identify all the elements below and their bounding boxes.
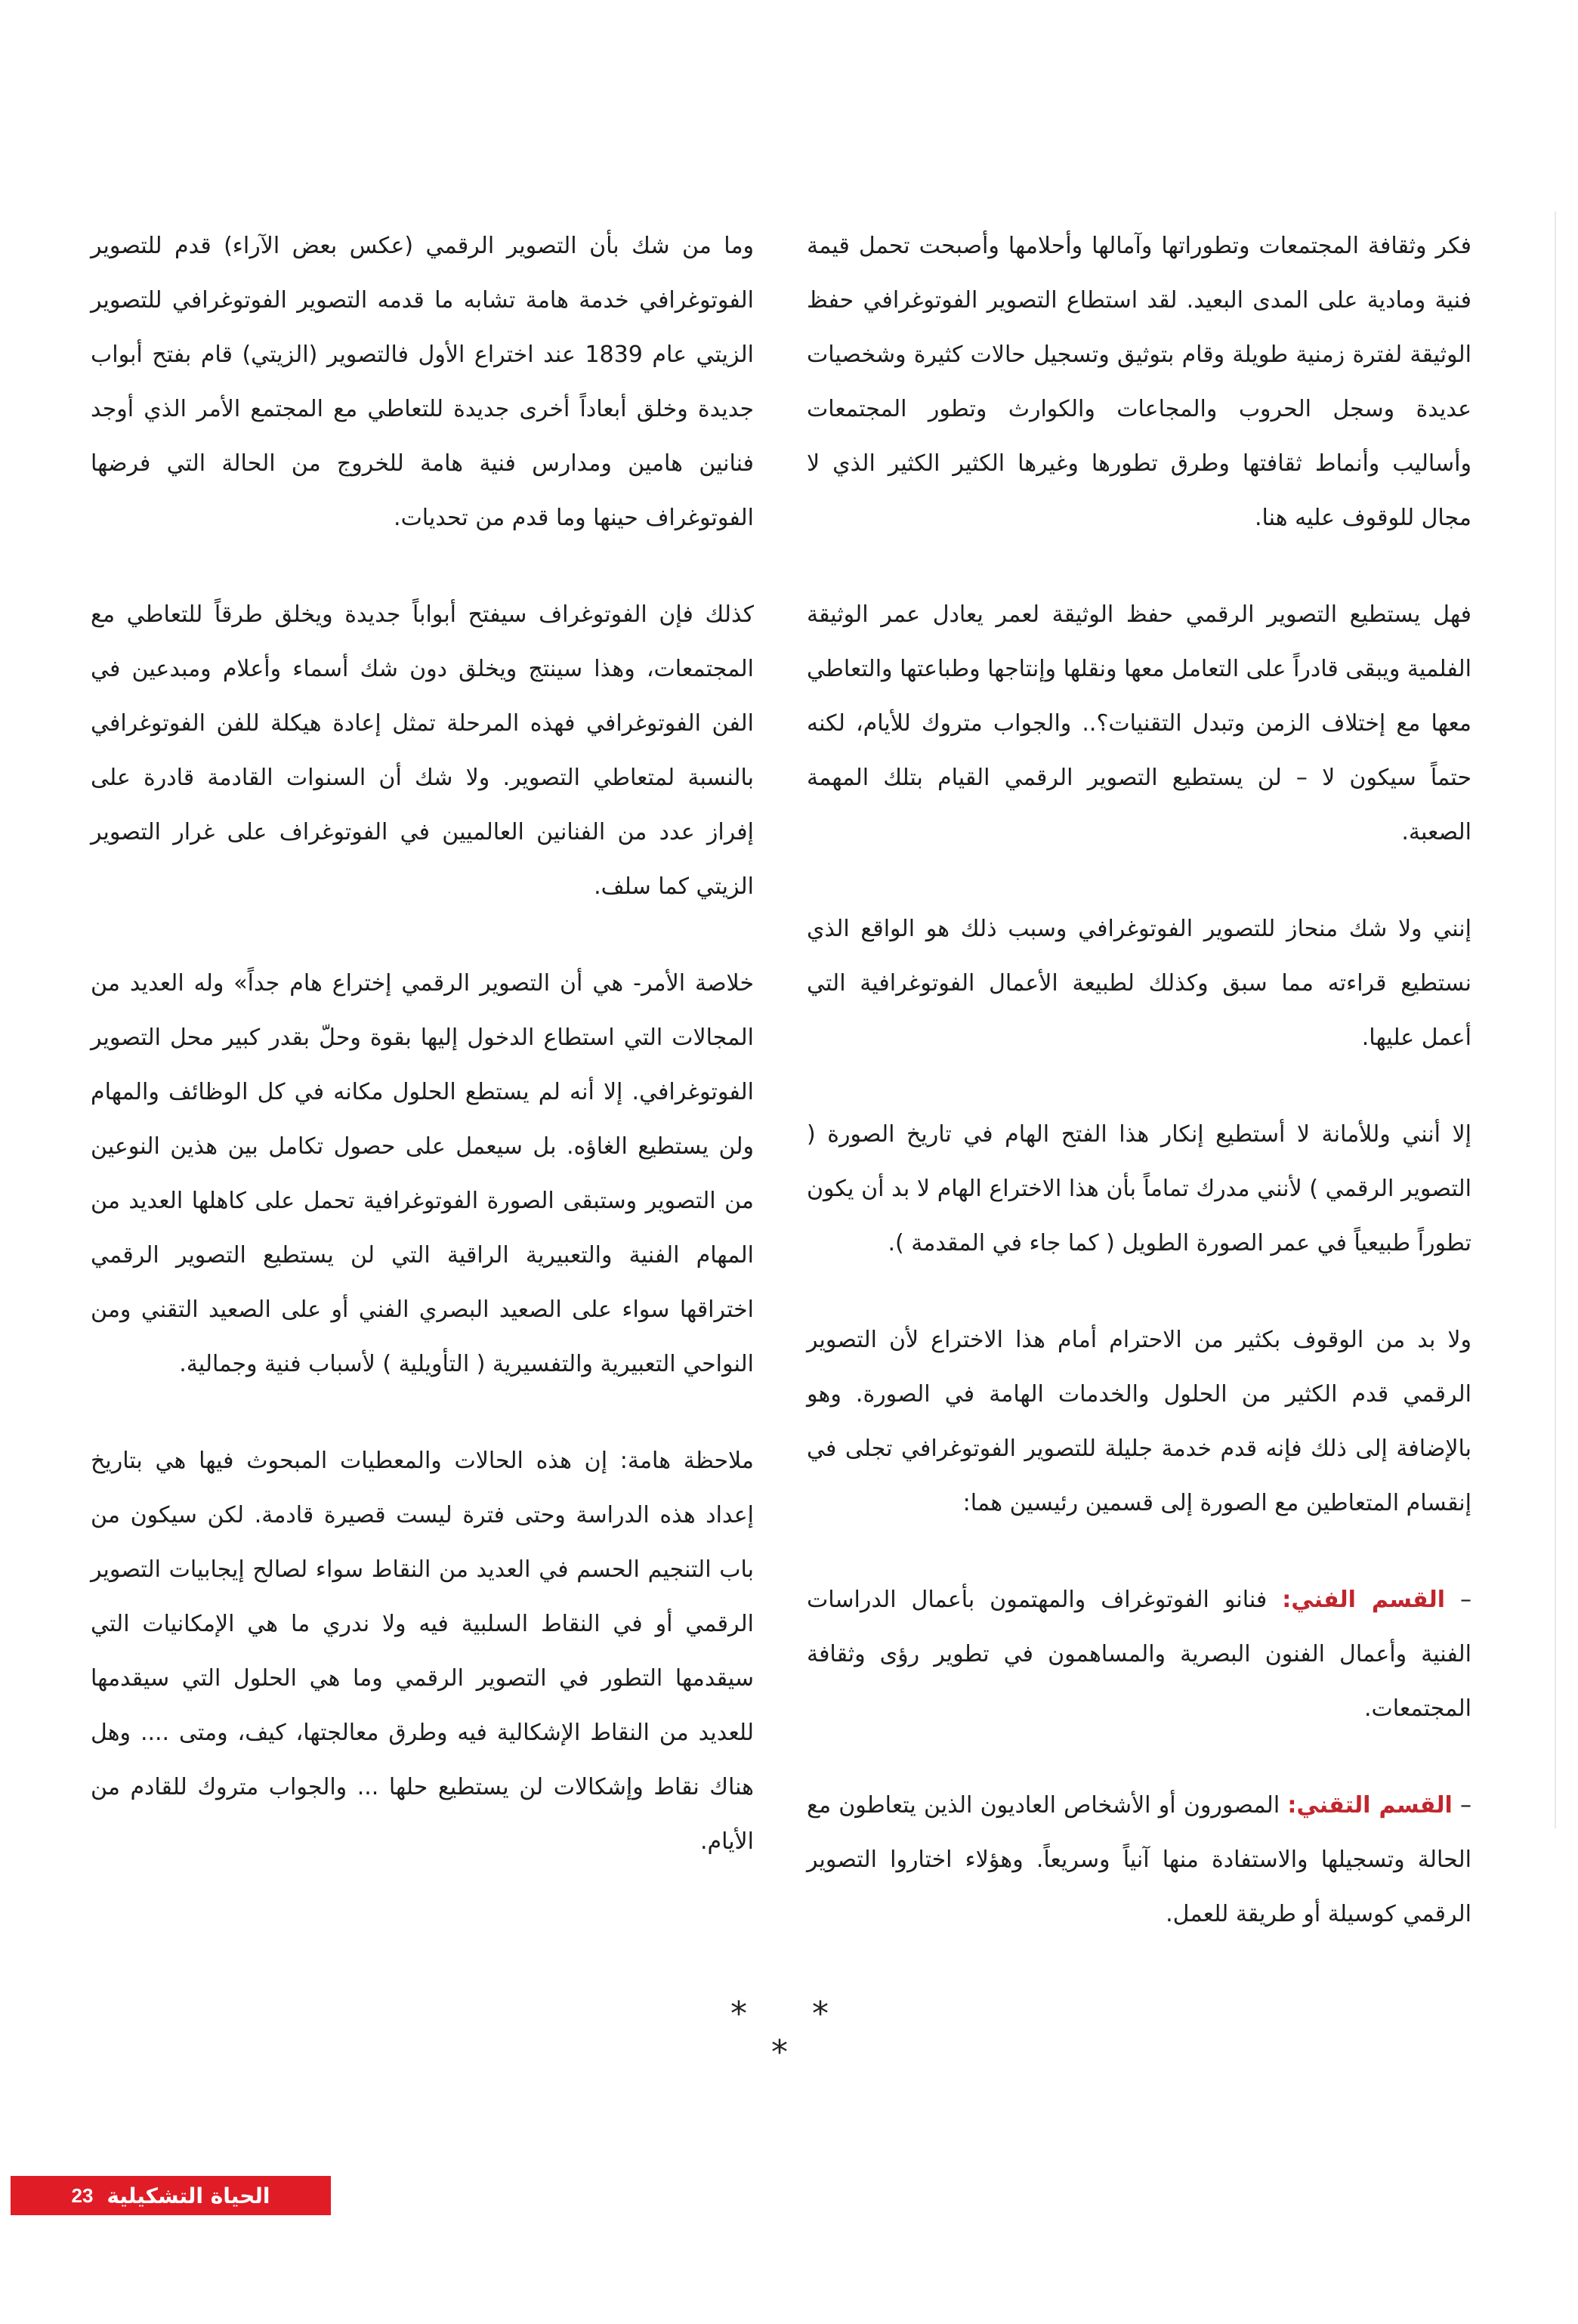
right-column [807, 219, 1471, 1984]
paragraph: إنني ولا شك منحاز للتصوير الفوتوغرافي وسبب ذلك هو الواقع الذي نستطيع قراءته مما سبق وكذلك لطبيعة الأعمال الفوتوغرافية التي أعمل عليها. [807, 916, 1471, 1051]
paragraph: فهل يستطيع التصوير الرقمي حفظ الوثيقة لعمر يعادل عمر الوثيقة الفلمية ويبقى قادراً على التعامل معها ونقلها وإنتاجها وطباعتها والتعاطي معها مع إختلاف الزمن وتبدل التقنيات؟.. والجواب متروك للأيام، لكنه حتماً سيكون لا – لن يستطيع التصوير الرقمي القيام بتلك المهمة الصعبة. [807, 601, 1471, 845]
paragraph: فكر وثقافة المجتمعات وتطوراتها وآمالها وأحلامها وأصبحت تحمل قيمة فنية ومادية على المدى البعيد. لقد استطاع التصوير الفوتوغرافي حفظ الوثيقة لفترة زمنية طويلة وقام بتوثيق وتسجيل حالات كثيرة وشخصيات عديدة وسجل الحروب والمجاعات والكوارث وتطور المجتمعات وأساليب وأنماط ثقافتها وطرق تطورها وغيرها الكثير الكثير الذي لا مجال للوقوف عليه هنا. [807, 233, 1471, 531]
paragraph: إلا أنني وللأمانة لا أستطيع إنكار هذا الفتح الهام في تاريخ الصورة ( التصوير الرقمي ) لأنني مدرك تماماً بأن هذا الاختراع الهام لا بد أن يكون تطوراً طبيعياً في عمر الصورة الطويل ( كما جاء في المقدمة ). [807, 1121, 1471, 1256]
section-art-text: فنانو الفوتوغراف والمهتمون بأعمال الدراسات الفنية وأعمال الفنون البصرية والمساهمون في تطوير رؤى وثقافة المجتمعات. [807, 1587, 1471, 1722]
paragraph: ولا بد من الوقوف بكثير من الاحترام أمام هذا الاختراع لأن التصوير الرقمي قدم الكثير من الحلول والخدمات الهامة في الصورة. وهو بالإضافة إلى ذلك فإنه قدم خدمة جليلة للتصوير الفوتوغرافي تجلى في إنقسام المتعاطين مع الصورة إلى قسمين رئيسين هما: [807, 1327, 1471, 1516]
paragraph: كذلك فإن الفوتوغراف سيفتح أبواباً جديدة ويخلق طرقاً للتعاطي مع المجتمعات، وهذا سينتج ويخلق دون شك أسماء وأعلام ومبدعين في الفن الفوتوغرافي فهذه المرحلة تمثل إعادة هيكلة للفن الفوتوغرافي بالنسبة لمتعاطي التصوير. ولا شك أن السنوات القادمة قادرة على إفراز عدد من الفنانين العالميين في الفوتوغراف على غرار التصوير الزيتي كما سلف. [91, 601, 754, 900]
section-tech-label: القسم التقني: [1287, 1792, 1453, 1819]
left-column [91, 219, 754, 1911]
section-tech-text: المصورون أو الأشخاص العاديون الذين يتعاطون مع الحالة وتسجيلها والاستفادة منها آنياً وسريعاً. وهؤلاء اختاروا التصوير الرقمي كوسيلة أو طريقة للعمل. [807, 1792, 1471, 1927]
paragraph: ملاحظة هامة: إن هذه الحالات والمعطيات المبحوث فيها هي بتاريخ إعداد هذه الدراسة وحتى فترة ليست قصيرة قادمة. لكن سيكون من باب التنجيم الحسم في العديد من النقاط سواء لصالح إيجابيات التصوير الرقمي أو في النقاط السلبية فيه ولا ندري ما هي الإمكانيات التي سيقدمها التطور في التصوير الرقمي وما هي الحلول التي سيقدمها للعديد من النقاط الإشكالية فيه وطرق معالجتها، كيف، ومتى .... وهل هناك نقاط وإشكالات لن يستطيع حلها ... والجواب متروك للقادم من الأيام. [91, 1448, 754, 1855]
paragraph: وما من شك بأن التصوير الرقمي (عكس بعض الآراء) قدم للتصوير الفوتوغرافي خدمة هامة تشابه ما قدمه التصوير الفوتوغرافي للتصوير الزيتي عام 1839 عند اختراع الأول فالتصوير (الزيتي) قام بفتح أبواب جديدة وخلق أبعاداً أخرى جديدة للتعاطي مع المجتمع الأمر الذي أوجد فنانين هامين ومدارس فنية هامة للخروج من الحالة التي فرضها الفوتوغراف حينها وما قدم من تحديات. [91, 233, 754, 531]
footer-bar [11, 2176, 331, 2215]
magazine-title: الحياة التشكيلية [107, 2183, 270, 2208]
section-tech-paragraph: – القسم التقني: المصورون أو الأشخاص العاديون الذين يتعاطون مع الحالة وتسجيلها والاستفادة منها آنياً وسريعاً. وهؤلاء اختاروا التصوير الرقمي كوسيلة أو طريقة للعمل. [807, 1792, 1471, 1927]
edge-shadow [1555, 212, 1556, 1828]
paragraph: خلاصة الأمر- هي أن التصوير الرقمي إختراع هام جداً» وله العديد من المجالات التي استطاع الدخول إليها بقوة وحلّ بقدر كبير محل التصوير الفوتوغرافي. إلا أنه لم يستطع الحلول مكانه في كل الوظائف والمهام ولن يستطيع الغاؤه. بل سيعمل على حصول تكامل بين هذين النوعين من التصوير وستبقى الصورة الفوتوغرافية تحمل على كاهلها العديد من المهام الفنية والتعبيرية الراقية التي لن يستطيع التصوير الرقمي اختراقها سواء على الصعيد البصري الفني أو على الصعيد التقني ومن النواحي التعبيرية والتفسيرية ( التأويلية ) لأسباب فنية وجمالية. [91, 970, 754, 1377]
section-separator: * * * [730, 1995, 856, 2072]
section-art-label: القسم الفني: [1282, 1587, 1446, 1613]
page-number: 23 [71, 2183, 94, 2207]
section-art-paragraph: – القسم الفني: فنانو الفوتوغراف والمهتمون بأعمال الدراسات الفنية وأعمال الفنون البصرية والمساهمون في تطوير رؤى وثقافة المجتمعات. [807, 1587, 1472, 1722]
